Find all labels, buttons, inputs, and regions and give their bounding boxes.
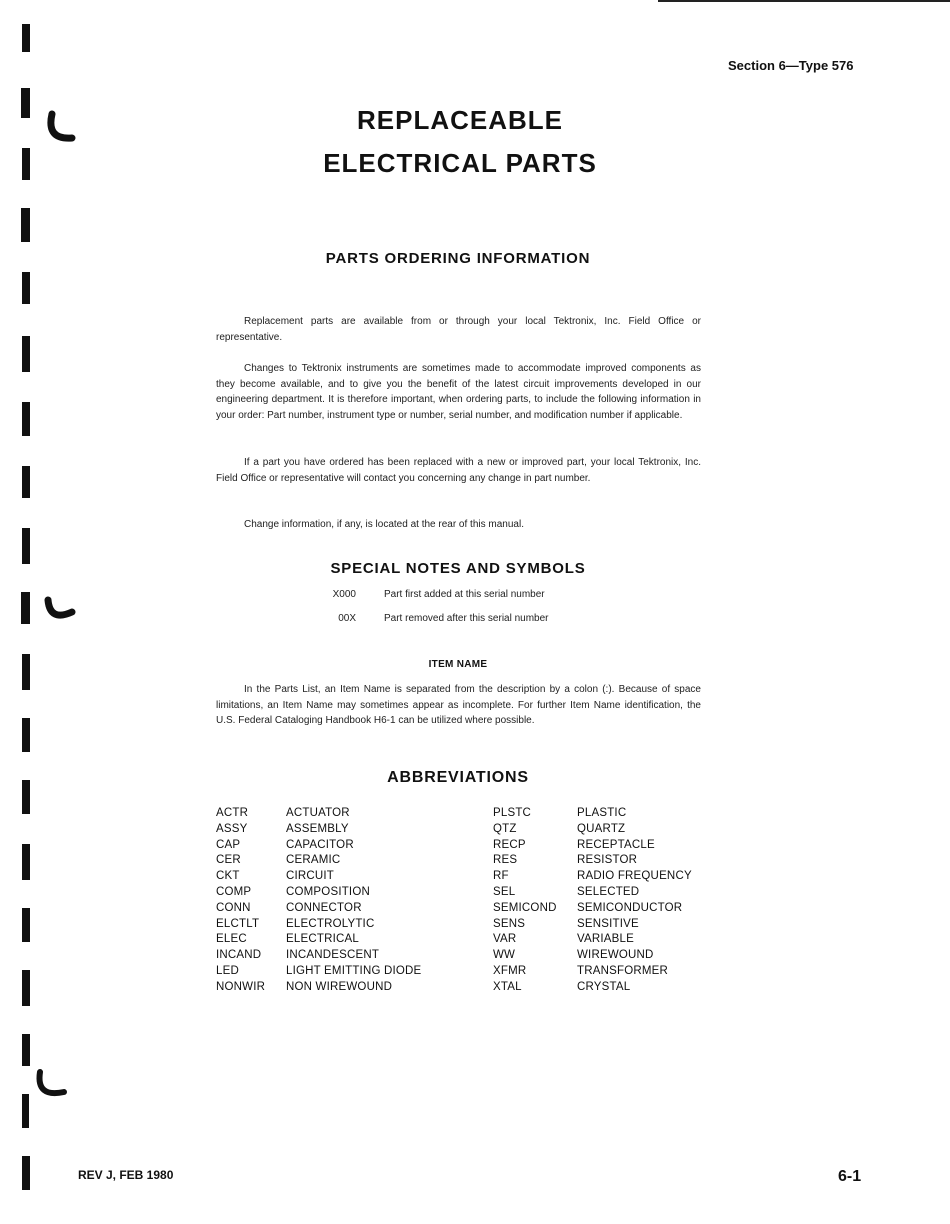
abbreviation-row — [216, 932, 421, 948]
binder-mark — [22, 780, 30, 814]
abbreviations-left-column — [216, 806, 421, 996]
abbreviation-code: CER — [216, 854, 241, 867]
abbreviation-meaning: ACTUATOR — [286, 807, 350, 819]
section-header: Section 6—Type 576 — [728, 58, 854, 73]
page-title-line2: ELECTRICAL PARTS — [323, 148, 597, 178]
abbreviation-code: ELEC — [216, 933, 247, 946]
abbreviation-row — [216, 885, 421, 901]
abbreviation-code: XTAL — [493, 980, 522, 993]
abbreviation-row — [216, 838, 421, 854]
ordering-paragraph-1 — [216, 314, 701, 345]
symbol-description: Part first added at this serial number — [384, 589, 545, 600]
abbreviation-row — [216, 917, 421, 933]
binder-mark — [22, 654, 30, 690]
binder-mark — [22, 402, 30, 436]
abbreviation-row — [493, 806, 692, 822]
abbreviation-code: LED — [216, 964, 239, 977]
abbreviation-meaning: ELECTROLYTIC — [286, 917, 375, 930]
abbreviation-code: VAR — [493, 933, 517, 946]
abbreviation-code: CONN — [216, 901, 251, 914]
binder-mark — [22, 1156, 30, 1190]
abbreviation-meaning: SENSITIVE — [577, 917, 639, 930]
abbreviation-meaning: CONNECTOR — [286, 901, 362, 914]
binder-mark — [22, 1034, 30, 1066]
symbol-row — [300, 613, 549, 624]
ordering-paragraph-2-text: Changes to Tektronix instruments are sometimes made to accommodate improved components as they become available, and to give you the benefit of the latest circuit improvements developed in our engineering department. It is therefore important, when ordering parts, to include the following information in your order: Part number, instrument type or number, serial number, and modification number if applicable. — [216, 363, 701, 421]
abbreviation-meaning: WIREWOUND — [577, 949, 654, 962]
binder-mark — [22, 336, 30, 372]
abbreviation-row — [216, 901, 421, 917]
abbreviation-row — [216, 853, 421, 869]
binder-mark — [22, 272, 30, 304]
item-name-paragraph-text: In the Parts List, an Item Name is separated from the description by a colon (:). Because of space limitations, an Item Name may sometimes appear as incomplete. For further Item Name identification, the U.S. Federal Cataloging Handbook H6-1 can be utilized where possible. — [216, 684, 701, 727]
abbreviation-code: XFMR — [493, 964, 527, 977]
abbreviation-meaning: COMPOSITION — [286, 885, 370, 898]
page-number: 6-1 — [838, 1168, 862, 1185]
binder-curl — [40, 1072, 65, 1093]
ordering-heading: PARTS ORDERING INFORMATION — [325, 250, 591, 267]
abbreviation-row — [216, 948, 421, 964]
binder-mark — [21, 592, 30, 624]
abbreviation-meaning: QUARTZ — [577, 822, 626, 835]
abbreviation-meaning: RADIO FREQUENCY — [577, 870, 692, 883]
abbreviation-row — [216, 964, 421, 980]
abbreviation-meaning: SEMICONDUCTOR — [577, 901, 683, 914]
ordering-paragraph-4 — [216, 517, 701, 533]
abbreviation-meaning: ELECTRICAL — [286, 933, 359, 946]
abbreviations-right-column — [493, 806, 692, 996]
abbreviation-code: WW — [493, 949, 516, 962]
binder-mark — [22, 24, 30, 52]
binder-mark — [22, 718, 30, 752]
item-name-paragraph — [216, 682, 701, 729]
binder-mark — [22, 1094, 29, 1128]
abbreviation-row — [216, 806, 421, 822]
ordering-paragraph-1-text: Replacement parts are available from or through your local Tektronix, Inc. Field Office or representative. — [216, 316, 701, 343]
ordering-paragraph-2 — [216, 361, 701, 423]
abbreviation-code: RECP — [493, 838, 526, 851]
abbreviation-code: SEL — [493, 885, 516, 898]
special-notes-heading: SPECIAL NOTES AND SYMBOLS — [330, 560, 586, 577]
binder-mark — [22, 844, 30, 880]
symbol-description: Part removed after this serial number — [384, 613, 549, 624]
binder-mark — [21, 208, 30, 242]
abbreviation-code: ASSY — [216, 822, 248, 835]
abbreviation-row — [493, 948, 692, 964]
abbreviation-row — [493, 980, 692, 996]
abbreviation-row — [493, 901, 692, 917]
binder-mark — [21, 88, 30, 118]
ordering-paragraph-3 — [216, 455, 701, 486]
abbreviation-meaning: CIRCUIT — [286, 870, 335, 883]
abbreviation-code: CKT — [216, 870, 240, 883]
abbreviation-code: INCAND — [216, 949, 262, 962]
abbreviation-meaning: RESISTOR — [577, 854, 638, 867]
abbreviation-row — [493, 932, 692, 948]
abbreviation-code: SEMICOND — [493, 901, 557, 914]
abbreviation-row — [493, 964, 692, 980]
ordering-paragraph-4-text: Change information, if any, is located at the rear of this manual. — [244, 519, 524, 530]
abbreviation-code: SENS — [493, 917, 526, 930]
binder-curl — [48, 600, 72, 615]
abbreviation-code: ELCTLT — [216, 917, 260, 930]
abbreviation-code: QTZ — [493, 822, 517, 835]
abbreviation-row — [493, 869, 692, 885]
binder-mark — [22, 908, 30, 942]
ordering-paragraph-3-text: If a part you have ordered has been replaced with a new or improved part, your local Tektronix, Inc. Field Office or representative will contact you concerning any change in part number. — [216, 457, 701, 484]
binder-mark — [22, 528, 30, 564]
top-rule — [658, 0, 950, 2]
abbreviation-meaning: RECEPTACLE — [577, 838, 655, 851]
abbreviation-row — [493, 885, 692, 901]
abbreviation-meaning: CERAMIC — [286, 854, 341, 867]
abbreviation-code: NONWIR — [216, 980, 266, 993]
binder-curl — [51, 114, 72, 138]
binder-mark — [22, 148, 30, 180]
abbreviation-meaning: INCANDESCENT — [286, 949, 380, 962]
page-title-line1: REPLACEABLE — [356, 105, 563, 135]
abbreviation-code: ACTR — [216, 807, 249, 819]
binder-mark — [22, 970, 30, 1006]
abbreviation-code: COMP — [216, 885, 252, 898]
abbreviation-row — [493, 822, 692, 838]
abbreviation-meaning: VARIABLE — [577, 933, 634, 946]
symbol-code: 00X — [338, 613, 356, 624]
abbreviation-row — [493, 838, 692, 854]
abbreviation-code: RES — [493, 854, 518, 867]
abbreviation-meaning: CAPACITOR — [286, 838, 354, 851]
symbol-code: X000 — [332, 589, 356, 600]
abbreviation-meaning: ASSEMBLY — [286, 822, 349, 835]
abbreviation-code: CAP — [216, 838, 241, 851]
revision-footer: REV J, FEB 1980 — [78, 1168, 174, 1182]
item-name-heading: ITEM NAME — [428, 659, 488, 670]
abbreviation-row — [216, 869, 421, 885]
symbol-row — [300, 589, 545, 600]
binder-mark — [22, 466, 30, 498]
abbreviation-meaning: NON WIREWOUND — [286, 980, 393, 993]
abbreviation-row — [216, 980, 421, 996]
abbreviation-row — [216, 822, 421, 838]
abbreviation-meaning: CRYSTAL — [577, 980, 631, 993]
abbreviation-meaning: SELECTED — [577, 885, 640, 898]
abbreviation-meaning: LIGHT EMITTING DIODE — [286, 964, 422, 977]
abbreviation-meaning: TRANSFORMER — [577, 964, 669, 977]
abbreviation-meaning: PLASTIC — [577, 807, 627, 819]
abbreviation-row — [493, 853, 692, 869]
binder-holes — [0, 0, 90, 1224]
abbreviation-code: PLSTC — [493, 807, 532, 819]
abbreviation-row — [493, 917, 692, 933]
abbreviation-code: RF — [493, 870, 509, 883]
abbreviations-heading: ABBREVIATIONS — [387, 769, 529, 786]
